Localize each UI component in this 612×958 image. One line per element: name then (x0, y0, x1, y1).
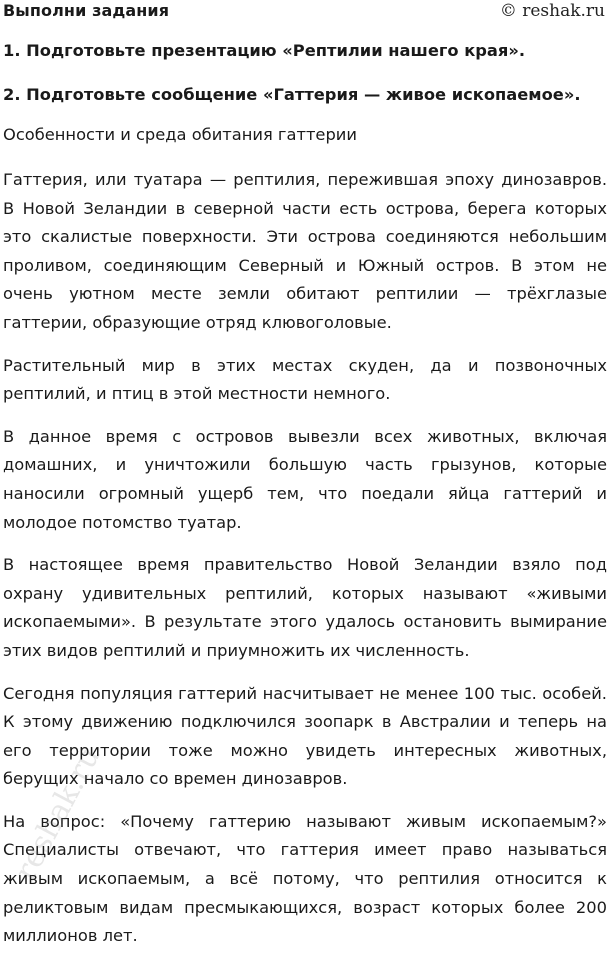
paragraph-1: Гаттерия, или туатара — рептилия, пережившая эпоху динозавров. В Новой Зеландии в северной части есть острова, берега которых это скалистые поверхности. Эти острова соединяются небольшим проливом, соединяющим Северный и Южный остров. В этом не очень уютном месте земли обитают рептилии — трёхглазые гаттерии, образующие отряд клювоголовые. (3, 170, 607, 332)
diagonal-watermark: reshak.ru (8, 741, 108, 887)
paragraph-6: На вопрос: «Почему гаттерию называют живым ископаемым?» Специалисты отвечают, что гаттерия имеет право называться живым ископаемым, а всё потому, что рептилия относится к реликтовым видам пресмыкающихся, возраст которых более 200 миллионов лет. (3, 811, 607, 946)
paragraph-3: В данное время с островов вывезли всех животных, включая домашних, и уничтожили большую часть грызунов, которые наносили огромный ущерб тем, что поедали яйца гаттерий и молодое потомство туатар. (3, 426, 607, 532)
source-watermark: © reshak.ru (499, 1, 605, 21)
section-title: Особенности и среда обитания гаттерии (3, 125, 357, 144)
page-title: Выполни задания (3, 1, 170, 20)
task-1: 1. Подготовьте презентацию «Рептилии нашего края». (3, 41, 526, 60)
paragraph-2: Растительный мир в этих местах скуден, да и позвоночных рептилий, и птиц в этой местности немного. (3, 355, 607, 404)
paragraph-4: В настоящее время правительство Новой Зеландии взяло под охрану удивительных рептилий, которых называют «живыми ископаемыми». В результате этого удалось остановить вымирание этих видов рептилий и приумножить их численность. (3, 555, 607, 660)
paragraph-5: Сегодня популяция гаттерий насчитывает не менее 100 тыс. особей. К этому движению подключился зоопарк в Австралии и теперь на его территории тоже можно увидеть интересных животных, берущих начало со времен динозавров. (3, 683, 607, 789)
page-header (3, 0, 607, 26)
task-2: 2. Подготовьте сообщение «Гаттерия — живое ископаемое». (3, 85, 581, 104)
